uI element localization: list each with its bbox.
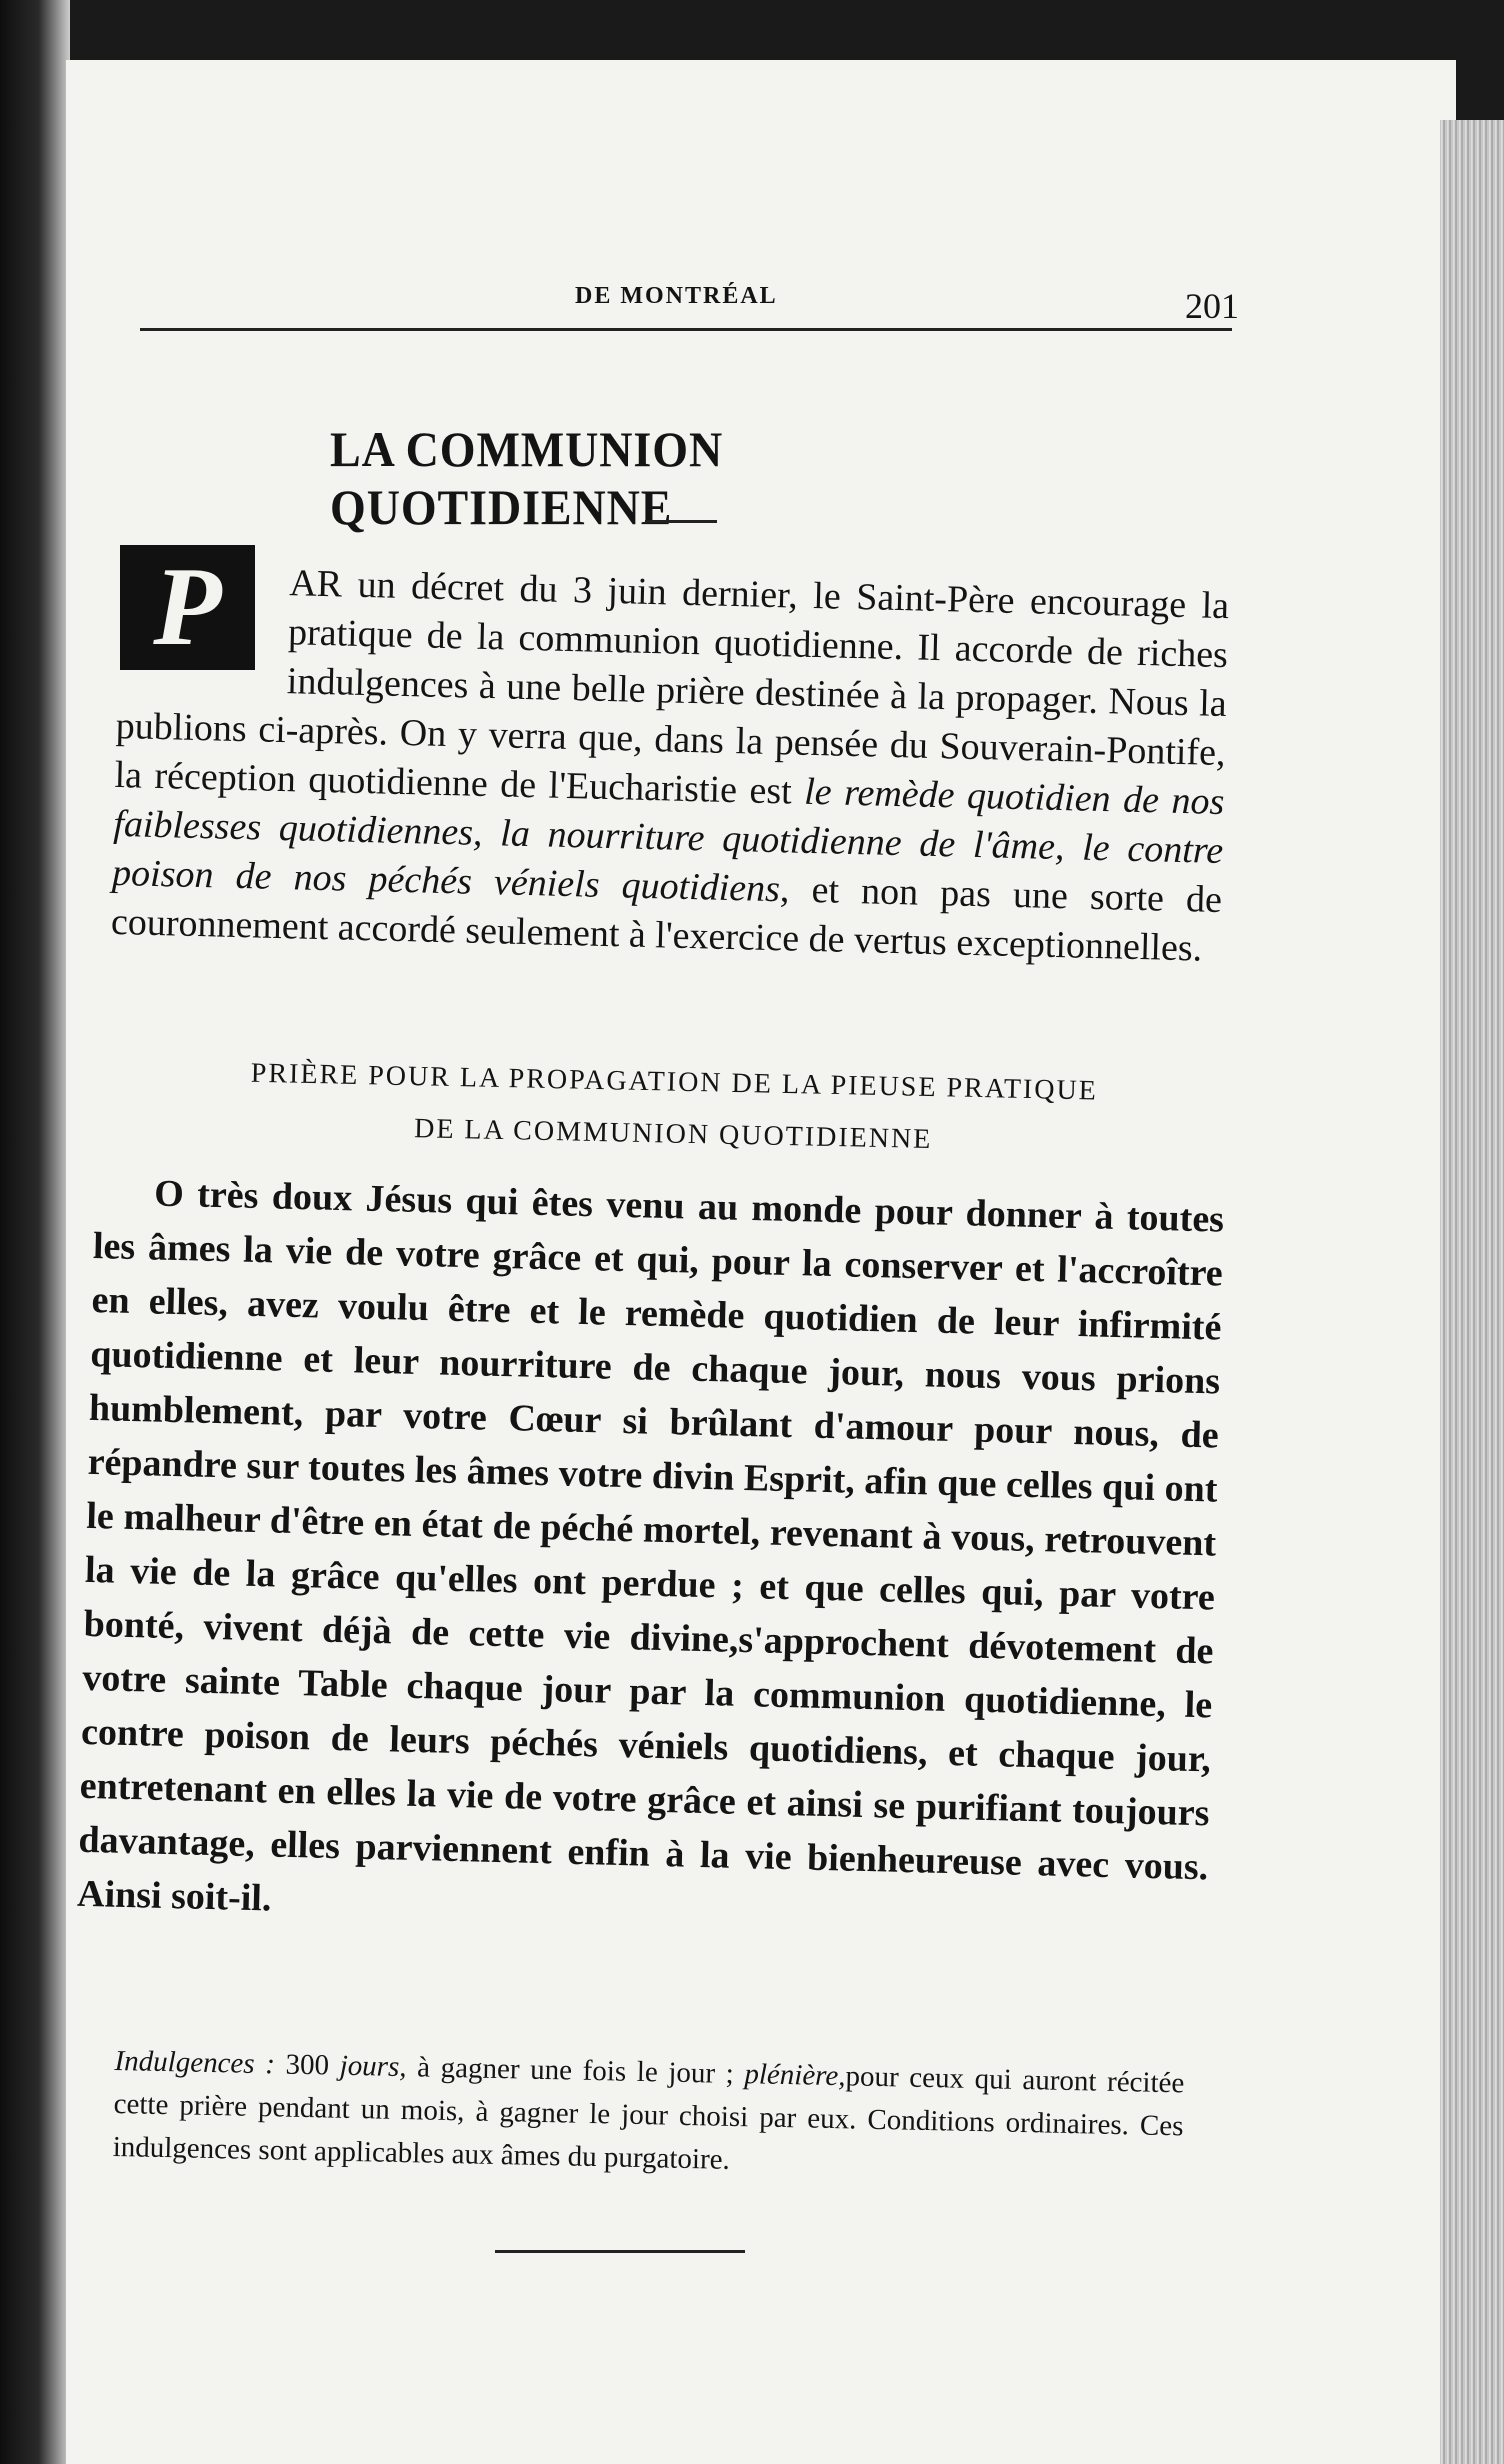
intro-paragraph <box>110 555 1229 974</box>
title-rule <box>645 520 717 523</box>
prayer-heading-line-2: DE LA COMMUNION QUOTIDIENNE <box>413 1113 933 1156</box>
page-stack-edge <box>1440 120 1504 2464</box>
intro-italic-quote: le remède quotidien de nos faiblesses quotidiennes, la nourriture quotidienne de l'âme, le contre poison de nos péchés véniels quotidiens <box>111 770 1225 911</box>
intro-text-1: AR un décret du 3 juin dernier, le Saint-Père encourage la pratique de la communion quotidienne. Il accorde de riches indulgences à une belle prière destinée à la propager. Nous la publions ci-après. On y verra que, dans la pensée du Souverain-Pontife, la réception quotidienne de l'Eucharistie est <box>114 562 1230 813</box>
scan-border-left <box>0 0 70 2464</box>
indulgence-note <box>112 2040 1184 2191</box>
header-rule <box>140 328 1232 331</box>
note-text-2: pour ceux qui auront récitée cette prière pendant un mois, à gagner le jour choisi par eux. Conditions ordinaires. Ces indulgences sont applicables aux âmes du purgatoire. <box>112 2060 1185 2176</box>
note-text-1: à gagner une fois le jour ; <box>406 2051 745 2091</box>
prayer-heading-line-1: PRIÈRE POUR LA PROPAGATION DE LA PIEUSE PRATIQUE <box>250 1057 1099 1107</box>
note-amount: 300 <box>285 2048 330 2082</box>
note-plenary: plénière, <box>744 2058 846 2093</box>
dropcap-initial: P <box>120 545 255 670</box>
intro-text-2: , et non pas une sorte de couronnement accordé seulement à l'exercice de vertus exceptionnelles. <box>110 868 1223 970</box>
footer-rule <box>495 2250 745 2253</box>
prayer-text: O très doux Jésus qui êtes venu au monde pour donner à toutes les âmes la vie de votre grâce et qui, pour la conserver et l'accroître en elles, avez voulu être et le remède quotidien de leur infirmité quotidienne et leur nourriture de chaque jour, nous vous prions humblement, par votre Cœur si brûlant d'amour pour nous, de répandre sur toutes les âmes votre divin Esprit, afin que celles qui ont le malheur d'être en état de péché mortel, revenant à vous, retrouvent la vie de la grâce qu'elles ont perdue ; et que celles qui, par votre bonté, vivent déjà de cette vie divine,s'approchent dévotement de votre sainte Table chaque jour par la communion quotidienne, le contre poison de leurs péchés véniels quotidiens, et chaque jour, entretenant en elles la vie de votre grâce et ainsi se purifiant toujours davantage, elles parviennent enfin à la vie bienheureuse avec vous. Ainsi soit-il. <box>76 1172 1225 1920</box>
page-number: 201 <box>1185 286 1239 326</box>
article-title: LA COMMUNION QUOTIDIENNE <box>330 421 724 535</box>
note-unit: jours, <box>339 2049 407 2084</box>
note-label: Indulgences : <box>114 2044 276 2081</box>
running-head: DE MONTRÉAL <box>575 283 778 309</box>
